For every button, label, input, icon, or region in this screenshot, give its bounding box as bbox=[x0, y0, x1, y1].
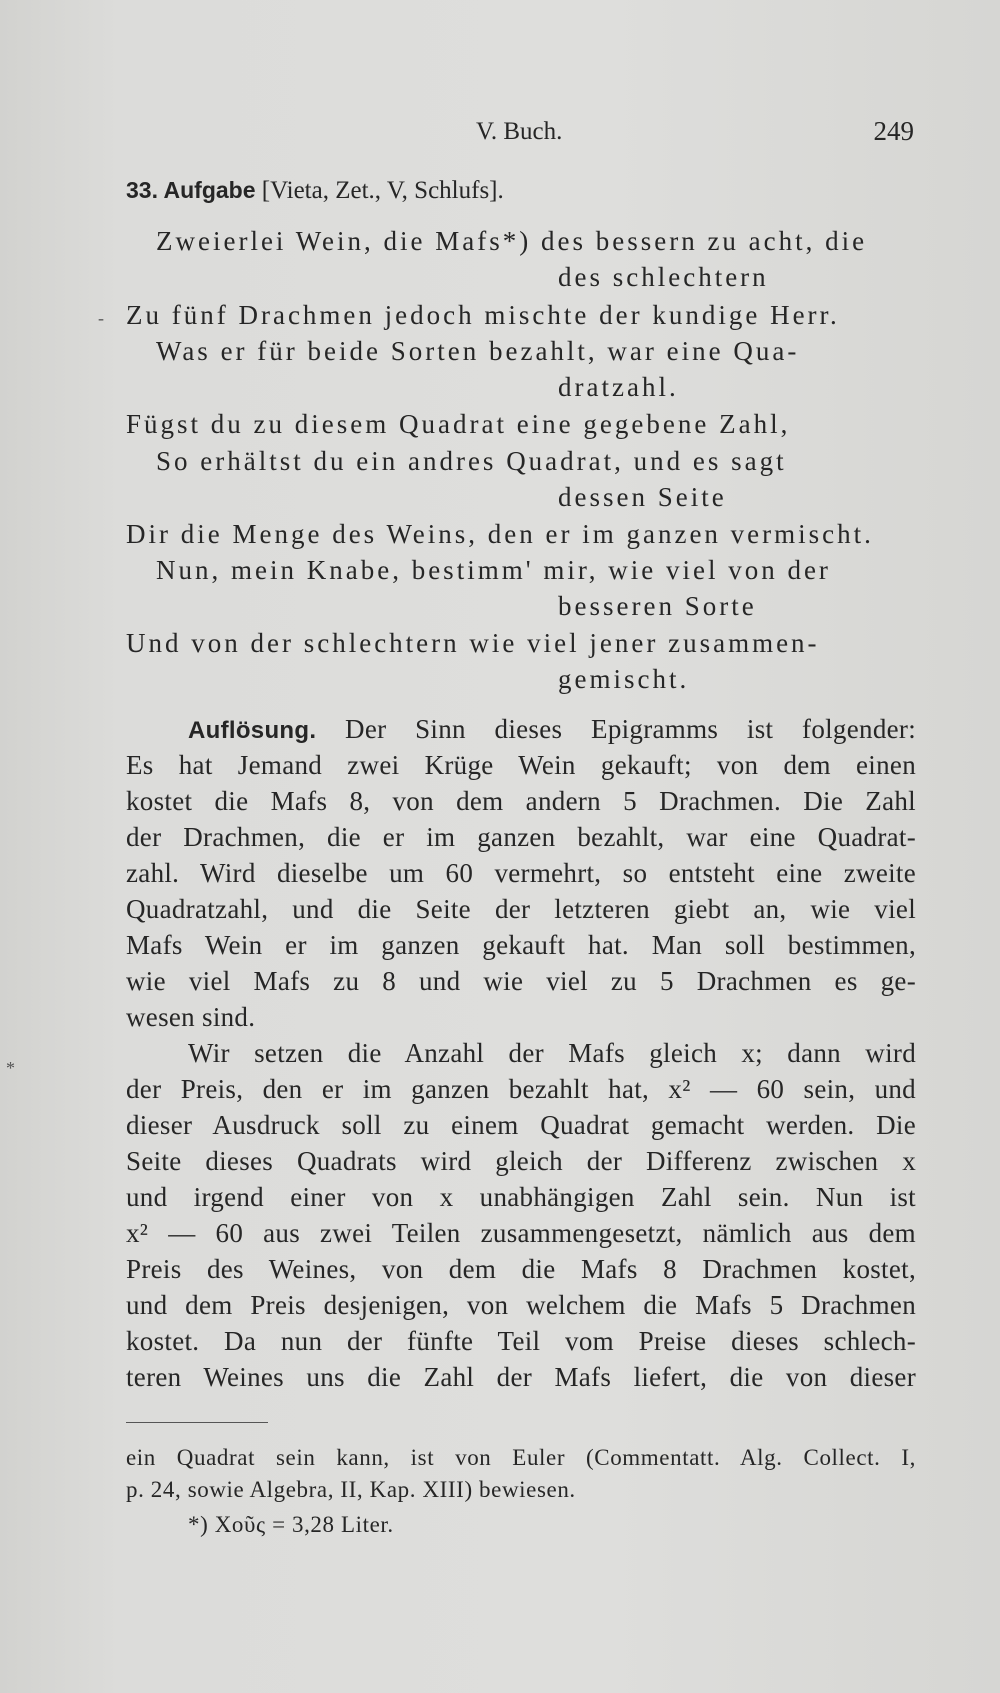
poem-line: Was er für beide Sorten bezahlt, war eine Qua- bbox=[156, 336, 800, 366]
paragraph-line: Es hat Jemand zwei Krüge Wein gekauft; von dem einen bbox=[126, 750, 916, 780]
poem-line: dratzahl. bbox=[558, 372, 679, 402]
margin-mark: - bbox=[98, 308, 104, 328]
paragraph-line: x² — 60 aus zwei Teilen zusammengesetzt, nämlich aus dem bbox=[126, 1218, 916, 1248]
page-number: 249 bbox=[873, 116, 914, 146]
poem-line: gemischt. bbox=[558, 664, 690, 694]
paragraph-line: der Preis, den er im ganzen bezahlt hat, x² — 60 sein, und bbox=[126, 1074, 916, 1104]
footnote-divider bbox=[126, 1422, 268, 1423]
poem-line: Und von der schlechtern wie viel jener zusammen- bbox=[126, 628, 820, 658]
running-title: V. Buch. bbox=[476, 118, 563, 145]
poem-line: Dir die Menge des Weins, den er im ganzen vermischt. bbox=[126, 519, 874, 549]
poem-line: Nun, mein Knabe, bestimm' mir, wie viel von der bbox=[156, 555, 831, 585]
paragraph-line: kostet die Mafs 8, von dem andern 5 Drachmen. Die Zahl bbox=[126, 786, 916, 816]
paragraph-line: wie viel Mafs zu 8 und wie viel zu 5 Drachmen es ge- bbox=[126, 966, 916, 996]
paragraph-line bbox=[188, 714, 916, 745]
problem-heading bbox=[126, 177, 504, 205]
poem-line: Fügst du zu diesem Quadrat eine gegebene Zahl, bbox=[126, 409, 791, 439]
paragraph-line: Mafs Wein er im ganzen gekauft hat. Man soll bestimmen, bbox=[126, 930, 916, 960]
paragraph-line: zahl. Wird dieselbe um 60 vermehrt, so entsteht eine zweite bbox=[126, 858, 916, 888]
paragraph-line: und dem Preis desjenigen, von welchem die Mafs 5 Drachmen bbox=[126, 1290, 916, 1320]
poem-line: dessen Seite bbox=[558, 482, 727, 512]
paragraph-line: wesen sind. bbox=[126, 1002, 256, 1032]
poem-line: So erhältst du ein andres Quadrat, und es sagt bbox=[156, 446, 787, 476]
footnote-line: p. 24, sowie Algebra, II, Kap. XIII) bewiesen. bbox=[126, 1477, 576, 1502]
poem-line: Zu fünf Drachmen jedoch mischte der kundige Herr. bbox=[126, 300, 840, 330]
paragraph-line: teren Weines uns die Zahl der Mafs liefert, die von dieser bbox=[126, 1362, 916, 1392]
footnote-line: *) Χοῦς = 3,28 Liter. bbox=[188, 1512, 394, 1537]
paragraph-line: Seite dieses Quadrats wird gleich der Differenz zwischen x bbox=[126, 1146, 916, 1176]
footnote-line: ein Quadrat sein kann, ist von Euler (Commentatt. Alg. Collect. I, bbox=[126, 1445, 916, 1470]
paragraph-line: Quadratzahl, und die Seite der letzteren giebt an, wie viel bbox=[126, 894, 916, 924]
paragraph-line: Wir setzen die Anzahl der Mafs gleich x; dann wird bbox=[188, 1038, 916, 1068]
poem-line: Zweierlei Wein, die Mafs*) des bessern zu acht, die bbox=[156, 226, 868, 256]
margin-mark: * bbox=[6, 1058, 15, 1078]
problem-source: [Vieta, Zet., V, Schlufs]. bbox=[261, 177, 504, 204]
problem-number: 33. Aufgabe bbox=[126, 177, 256, 203]
poem-line: besseren Sorte bbox=[558, 591, 757, 621]
running-head bbox=[126, 118, 914, 148]
paragraph-line: dieser Ausdruck soll zu einem Quadrat gemacht werden. Die bbox=[126, 1110, 916, 1140]
paragraph-line: und irgend einer von x unabhängigen Zahl sein. Nun ist bbox=[126, 1182, 916, 1212]
solution-label: Auflösung. bbox=[188, 717, 317, 744]
paragraph-line: Preis des Weines, von dem die Mafs 8 Drachmen kostet, bbox=[126, 1254, 916, 1284]
paragraph-line: der Drachmen, die er im ganzen bezahlt, war eine Quadrat- bbox=[126, 822, 916, 852]
paragraph-line: kostet. Da nun der fünfte Teil vom Preise dieses schlech- bbox=[126, 1326, 916, 1356]
solution-first-line: Der Sinn dieses Epigramms ist folgender: bbox=[345, 714, 916, 744]
poem-line: des schlechtern bbox=[558, 262, 769, 292]
